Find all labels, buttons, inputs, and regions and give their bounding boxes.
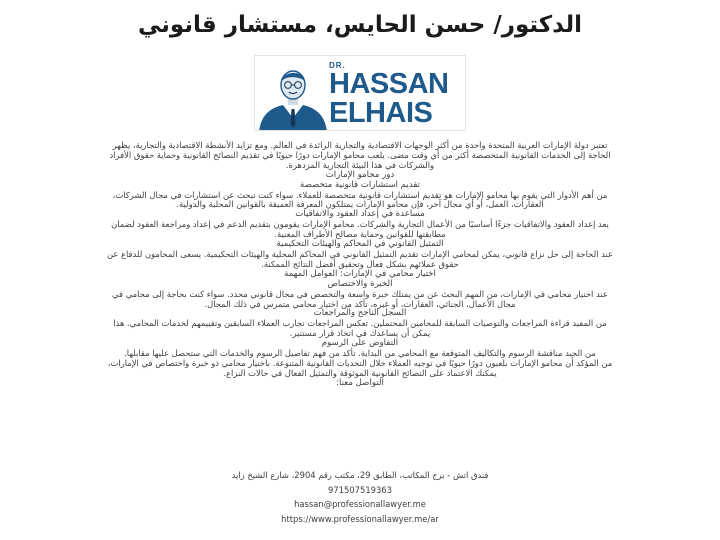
contact-address: فندق اتش - برج المكاتب، الطابق 29، مكتب رقم 2904، شارع الشيخ زايد <box>231 470 489 480</box>
section-heading: السجل الناجح والمراجعات <box>313 308 407 319</box>
paragraph: من أهم الأدوار التي يقوم بها محامو الإمارات هو تقديم استشارات قانونية متخصصة للعملاء. سواء كنت تبحث عن استشارات في مجال الشركات، العقارات، العمل، أو أي مجال آخر، فإن محامو الإمارات يمتلكون المعرفة العميقة بالقوانين المحلية والدولية. <box>112 189 608 210</box>
section-heading: دور محامو الإمارات <box>325 169 395 180</box>
page-title: الدكتور/ حسن الحايس، مستشار قانوني <box>138 12 582 38</box>
paragraph: تعتبر دولة الإمارات العربية المتحدة واحدة من أكثر الوجهات الاقتصادية والتجارية الرائدة في العالم. ومع تزايد الأنشطة الاقتصادية والتجارية، يظهر الحاجة إلى الخدمات القانونية المتخصصة أكثر من أي وقت مضى. يلعب محامو الإمارات دورًا حيويًا في تقديم النصائح القانونية وحماية حقوق الأفراد والشركات في هذا البيئة التجارية المزدهرة. <box>109 140 611 170</box>
section-heading: التمثيل القانوني في المحاكم والهيئات التحكيمية <box>276 239 444 250</box>
section-heading: التواصل معنا: <box>336 377 384 388</box>
logo-wordmark <box>329 61 465 128</box>
paragraph: يعد إعداد العقود والاتفاقيات جزءًا أساسيًا من الأعمال التجارية والشركات. محامو الإمارات يقومون بتقديم الدعم في إعداد ومراجعة العقود لضمان مطابقتها للقوانين وحماية مصالح الأطراف المعنية. <box>111 219 609 240</box>
section-heading: تقديم استشارات قانونية متخصصة <box>299 179 421 190</box>
paragraph: عند الحاجة إلى حل نزاع قانوني، يمكن لمحامي الإمارات تقديم التمثيل القانوني في المحاكم المحلية والهيئات التحكيمية. يسعى المحامون للدفاع عن حقوق عملائهم بشكل فعال وتحقيق أفضل النتائج الممكنة. <box>106 248 614 269</box>
paragraph: من المؤكد أن محامو الإمارات يلعبون دورًا حيويًا في توجيه العملاء خلال التحديات القانونية المتنوعة. باختيار محامي ذو خبرة واختصاص في الإمارات، يمكنك الاعتماد على النصائح القانونية الموثوقة والتمثيل الفعال في حالات النزاع. <box>107 357 613 378</box>
logo-first-name: HASSAN <box>329 68 449 100</box>
article-body <box>105 141 615 389</box>
section-heading: اختيار محامي في الإمارات: العوامل المهمة <box>284 268 436 279</box>
contact-email[interactable]: hassan@professionallawyer.me <box>294 499 426 510</box>
contact-phone: 971507519363 <box>328 484 392 495</box>
paragraph: عند اختيار محامي في الإمارات، من المهم البحث عن من يمتلك خبرة واسعة والتخصص في مجال قانوني محدد. سواء كنت بحاجة إلى محامي في مجال الأعمال، الجنائي، العقارات، أو غيره، تأكد من اختيار محامي متمرس في ذلك المجال. <box>112 288 608 309</box>
section-heading: الخبرة والاختصاص <box>327 278 393 289</box>
logo-prefix: DR. <box>329 61 346 70</box>
paragraph: من الجيد مناقشة الرسوم والتكاليف المتوقعة مع المحامي من البداية. تأكد من فهم تفاصيل الرسوم والخدمات التي ستحصل عليها مقابلها. <box>124 348 596 359</box>
section-heading: التفاوض على الرسوم <box>321 338 399 349</box>
lawyer-portrait-icon <box>255 56 331 131</box>
logo-last-name: ELHAIS <box>329 97 433 129</box>
contact-block <box>0 468 720 527</box>
paragraph: من المفيد قراءة المراجعات والتوصيات السابقة للمحامين المحتملين. تعكس المراجعات تجارب العملاء السابقين وتقييمهم لخدمات المحامي. هذا يمكن أن يساعدك في اتخاذ قرار مستنير. <box>113 318 607 339</box>
contact-website[interactable]: https://www.professionallawyer.me/ar <box>281 514 439 525</box>
section-heading: مساعدة في إعداد العقود والاتفاقيات <box>295 209 425 220</box>
hassan-elhais-logo <box>254 55 466 131</box>
